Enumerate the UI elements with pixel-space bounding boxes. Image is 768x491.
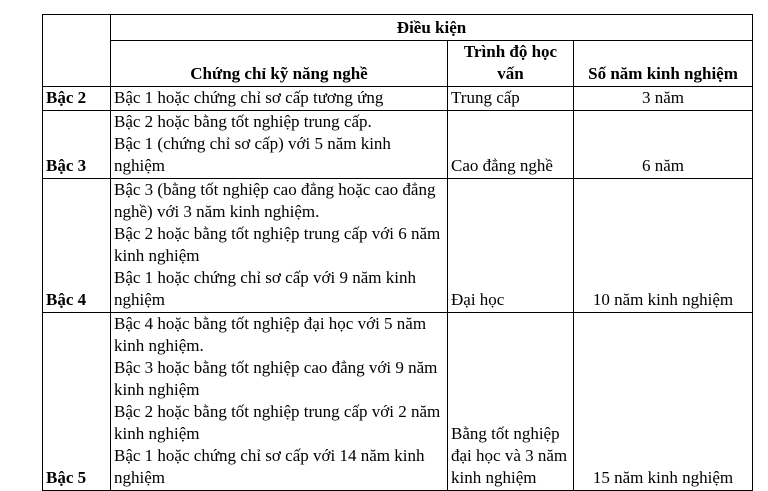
cert-line: Bậc 1 hoặc chứng chỉ sơ cấp tương ứng bbox=[114, 88, 384, 107]
header-exp-column: Số năm kinh nghiệm bbox=[574, 41, 753, 87]
edu-cell: Cao đẳng nghề bbox=[448, 111, 574, 179]
exp-cell: 6 năm bbox=[574, 111, 753, 179]
header-edu-column: Trình độ học vấn bbox=[448, 41, 574, 87]
cert-line: Bậc 1 (chứng chỉ sơ cấp) với 5 năm kinh nghiệm bbox=[114, 134, 391, 175]
cert-cell bbox=[111, 313, 448, 491]
cert-line: Bậc 4 hoặc bằng tốt nghiệp đại học với 5 năm kinh nghiệm. bbox=[114, 314, 427, 355]
cert-line: Bậc 3 (bằng tốt nghiệp cao đẳng hoặc cao đẳng nghề) với 3 năm kinh nghiệm. bbox=[114, 180, 436, 221]
edu-cell: Đại học bbox=[448, 179, 574, 313]
level-label: Bậc 4 bbox=[43, 179, 111, 313]
cert-line: Bậc 3 hoặc bằng tốt nghiệp cao đẳng với 9 năm kinh nghiệm bbox=[114, 358, 438, 399]
header-row-group bbox=[43, 15, 753, 41]
table-row-bac-3 bbox=[43, 111, 753, 179]
cert-cell bbox=[111, 111, 448, 179]
cert-cell bbox=[111, 179, 448, 313]
level-label: Bậc 2 bbox=[43, 87, 111, 111]
exp-cell: 15 năm kinh nghiệm bbox=[574, 313, 753, 491]
cert-line: Bậc 1 hoặc chứng chỉ sơ cấp với 9 năm kinh nghiệm bbox=[114, 268, 416, 309]
cert-line: Bậc 2 hoặc bằng tốt nghiệp trung cấp. bbox=[114, 112, 372, 131]
edu-cell: Bằng tốt nghiệp đại học và 3 năm kinh nghiệm bbox=[448, 313, 574, 491]
level-label: Bậc 3 bbox=[43, 111, 111, 179]
table-row-bac-5 bbox=[43, 313, 753, 491]
cert-line: Bậc 2 hoặc bằng tốt nghiệp trung cấp với 2 năm kinh nghiệm bbox=[114, 402, 441, 443]
exp-cell: 10 năm kinh nghiệm bbox=[574, 179, 753, 313]
cert-line: Bậc 1 hoặc chứng chỉ sơ cấp với 14 năm kinh nghiệm bbox=[114, 446, 425, 487]
table-row-bac-2 bbox=[43, 87, 753, 111]
qualification-conditions-table bbox=[42, 14, 753, 491]
header-dieu-kien: Điều kiện bbox=[111, 15, 753, 41]
empty-corner-cell bbox=[43, 15, 111, 87]
table-row-bac-4 bbox=[43, 179, 753, 313]
header-cert-column: Chứng chỉ kỹ năng nghề bbox=[111, 41, 448, 87]
header-row-columns bbox=[43, 41, 753, 87]
cert-cell bbox=[111, 87, 448, 111]
edu-cell: Trung cấp bbox=[448, 87, 574, 111]
exp-cell: 3 năm bbox=[574, 87, 753, 111]
cert-line: Bậc 2 hoặc bằng tốt nghiệp trung cấp với 6 năm kinh nghiệm bbox=[114, 224, 441, 265]
level-label: Bậc 5 bbox=[43, 313, 111, 491]
